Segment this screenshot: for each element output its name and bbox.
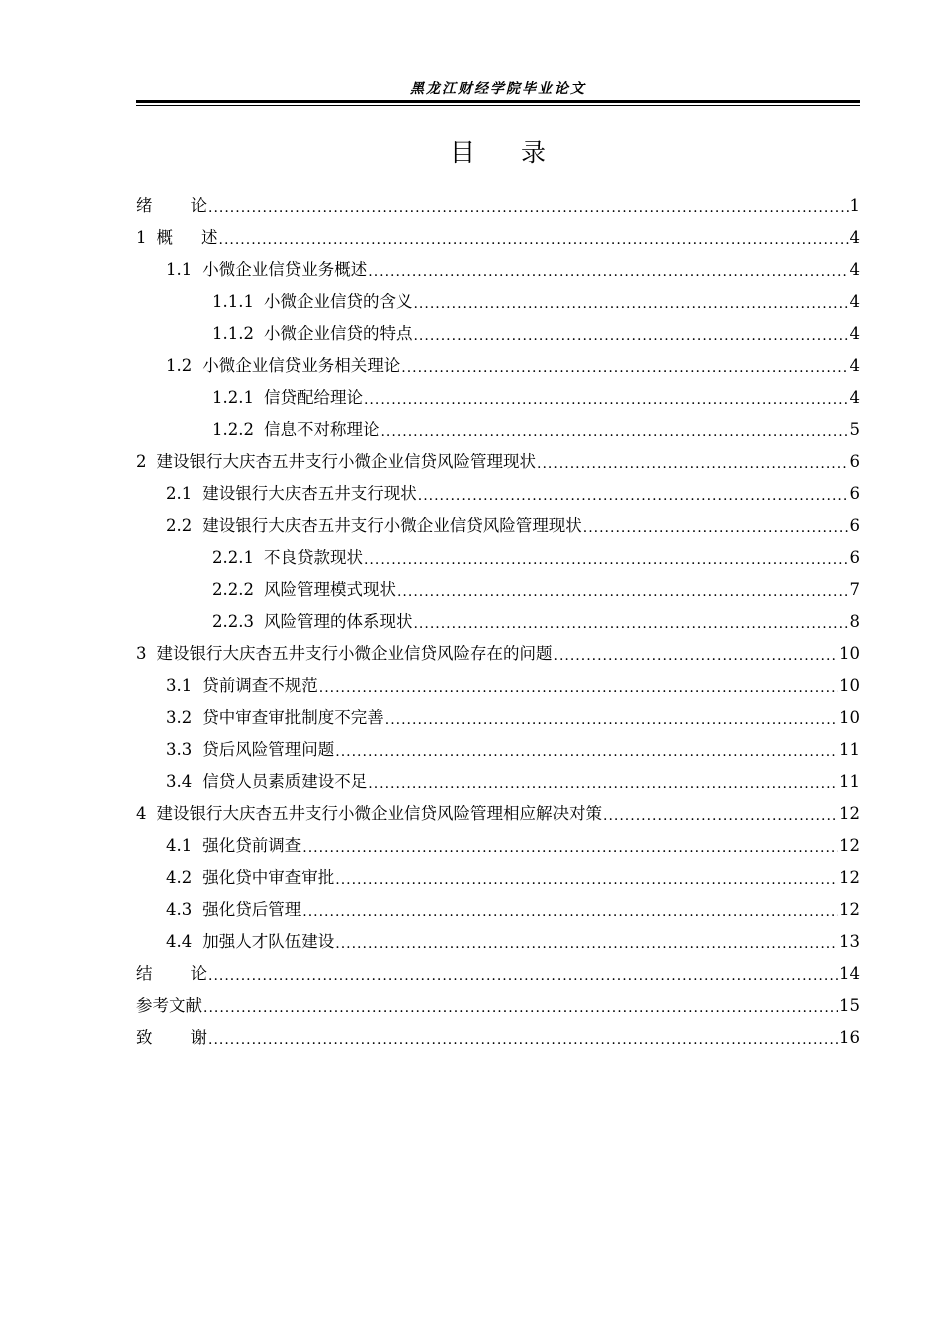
toc-entry-title: 信贷配给理论 (263, 388, 363, 407)
toc-entry-title: 参考文献 (136, 996, 202, 1015)
toc-entry[interactable] (136, 862, 860, 894)
toc-entry-number: 1.2 (166, 356, 193, 375)
toc-entry[interactable] (136, 734, 860, 766)
toc-dot-leader (335, 868, 838, 888)
toc-entry[interactable] (136, 894, 860, 926)
toc-entry-number: 1.1.2 (212, 324, 254, 343)
toc-entry-title: 小微企业信贷业务相关理论 (202, 356, 401, 375)
toc-entry-page: 4 (849, 228, 860, 247)
toc-entry-page: 12 (839, 868, 860, 887)
toc-entry-page: 12 (839, 900, 860, 919)
toc-dot-leader (335, 932, 838, 952)
toc-entry-number: 4.1 (166, 836, 193, 855)
toc-entry-page: 1 (849, 196, 860, 215)
toc-entry-title: 建设银行大庆杏五井支行小微企业信贷风险管理现状 (156, 452, 536, 471)
toc-title (136, 136, 860, 170)
toc-entry-title: 小微企业信贷业务概述 (202, 260, 368, 279)
toc-entry-title: 不良贷款现状 (263, 548, 363, 567)
toc-entry-page: 4 (849, 292, 860, 311)
toc-entry-number: 3 (136, 644, 147, 663)
toc-entry-page: 16 (839, 1028, 860, 1047)
toc-entry-number: 3.3 (166, 740, 193, 759)
toc-entry-page: 4 (849, 260, 860, 279)
toc-entry-title: 建设银行大庆杏五井支行现状 (202, 484, 417, 503)
toc-entry-page: 11 (839, 740, 860, 759)
toc-dot-leader (302, 836, 838, 856)
toc-entry-number: 2.2.3 (212, 612, 254, 631)
toc-entry-number: 4.2 (166, 868, 193, 887)
header-rule-thin (136, 105, 860, 106)
toc-entry[interactable] (136, 574, 860, 606)
toc-dot-leader (401, 356, 848, 376)
table-of-contents (136, 190, 860, 1054)
header-rule-thick (136, 100, 860, 103)
toc-dot-leader (335, 740, 838, 760)
toc-entry-page: 12 (839, 836, 860, 855)
toc-entry-number: 2.2.1 (212, 548, 254, 567)
toc-entry[interactable] (136, 222, 860, 254)
toc-title-char-2: 录 (521, 138, 547, 167)
toc-dot-leader (319, 676, 838, 696)
toc-entry[interactable] (136, 510, 860, 542)
toc-entry[interactable] (136, 1022, 860, 1054)
toc-entry-title: 贷前调查不规范 (202, 676, 318, 695)
toc-entry[interactable] (136, 606, 860, 638)
toc-dot-leader (219, 228, 849, 248)
toc-entry-page: 14 (839, 964, 860, 983)
toc-entry-page: 6 (849, 484, 860, 503)
toc-dot-leader (368, 260, 848, 280)
toc-entry-title: 小微企业信贷的含义 (263, 292, 413, 311)
toc-entry-page: 5 (849, 420, 860, 439)
toc-entry-page: 6 (849, 548, 860, 567)
toc-entry-title: 加强人才队伍建设 (202, 932, 335, 951)
toc-entry-number: 3.4 (166, 772, 193, 791)
toc-entry[interactable] (136, 670, 860, 702)
toc-entry[interactable] (136, 286, 860, 318)
toc-entry-page: 10 (839, 708, 860, 727)
toc-title-char-1: 目 (449, 138, 475, 167)
toc-entry-title: 风险管理模式现状 (263, 580, 396, 599)
toc-entry-title: 建设银行大庆杏五井支行小微企业信贷风险存在的问题 (156, 644, 553, 663)
toc-dot-leader (368, 772, 838, 792)
toc-entry-number: 1 (136, 228, 147, 247)
toc-dot-leader (203, 996, 838, 1016)
toc-entry-page: 4 (849, 324, 860, 343)
toc-entry[interactable] (136, 350, 860, 382)
toc-dot-leader (208, 964, 838, 984)
toc-entry-page: 4 (849, 356, 860, 375)
toc-entry[interactable] (136, 414, 860, 446)
toc-entry[interactable] (136, 190, 860, 222)
toc-dot-leader (208, 1028, 838, 1048)
toc-dot-leader (397, 580, 849, 600)
toc-dot-leader (364, 548, 849, 568)
toc-entry-page: 12 (839, 804, 860, 823)
running-header: 黑龙江财经学院毕业论文 (410, 81, 586, 97)
toc-entry-number: 4 (136, 804, 147, 823)
toc-entry-page: 6 (849, 516, 860, 535)
toc-entry[interactable] (136, 478, 860, 510)
toc-entry-title: 建设银行大庆杏五井支行小微企业信贷风险管理现状 (202, 516, 582, 535)
toc-entry-number: 3.2 (166, 708, 193, 727)
toc-entry-title: 强化贷后管理 (202, 900, 302, 919)
toc-entry[interactable] (136, 446, 860, 478)
toc-entry[interactable] (136, 926, 860, 958)
toc-entry-number: 2.2 (166, 516, 193, 535)
toc-entry[interactable] (136, 766, 860, 798)
toc-entry-number: 2 (136, 452, 147, 471)
toc-entry-page: 10 (839, 644, 860, 663)
toc-entry-title: 强化贷中审查审批 (202, 868, 335, 887)
toc-entry-number: 4.4 (166, 932, 193, 951)
toc-entry-number: 4.3 (166, 900, 193, 919)
toc-dot-leader (413, 612, 848, 632)
toc-entry[interactable] (136, 382, 860, 414)
toc-entry-page: 6 (849, 452, 860, 471)
toc-entry[interactable] (136, 830, 860, 862)
toc-entry-title: 绪论 (136, 196, 207, 215)
toc-dot-leader (302, 900, 838, 920)
toc-entry[interactable] (136, 638, 860, 670)
toc-dot-leader (603, 804, 838, 824)
toc-entry-number: 1.1 (166, 260, 193, 279)
toc-dot-leader (413, 324, 848, 344)
toc-dot-leader (364, 388, 849, 408)
toc-entry-title: 概述 (156, 228, 218, 247)
toc-entry-title: 建设银行大庆杏五井支行小微企业信贷风险管理相应解决对策 (156, 804, 602, 823)
toc-dot-leader (413, 292, 848, 312)
toc-entry[interactable] (136, 542, 860, 574)
toc-entry-title: 结论 (136, 964, 207, 983)
toc-entry-page: 7 (849, 580, 860, 599)
toc-dot-leader (380, 420, 848, 440)
toc-entry-number: 2.1 (166, 484, 193, 503)
toc-entry-title: 信贷人员素质建设不足 (202, 772, 368, 791)
toc-entry-title: 强化贷前调查 (202, 836, 302, 855)
toc-entry-number: 3.1 (166, 676, 193, 695)
toc-dot-leader (385, 708, 838, 728)
toc-entry[interactable] (136, 990, 860, 1022)
toc-entry[interactable] (136, 958, 860, 990)
toc-entry[interactable] (136, 798, 860, 830)
toc-entry-title: 致谢 (136, 1028, 207, 1047)
toc-dot-leader (537, 452, 849, 472)
toc-entry-number: 2.2.2 (212, 580, 254, 599)
toc-dot-leader (418, 484, 849, 504)
toc-entry-title: 小微企业信贷的特点 (263, 324, 413, 343)
toc-entry-number: 1.2.2 (212, 420, 254, 439)
toc-entry-title: 贷后风险管理问题 (202, 740, 335, 759)
toc-entry-page: 13 (839, 932, 860, 951)
toc-entry[interactable] (136, 254, 860, 286)
toc-entry-page: 11 (839, 772, 860, 791)
toc-entry-page: 8 (849, 612, 860, 631)
toc-dot-leader (583, 516, 849, 536)
toc-entry[interactable] (136, 702, 860, 734)
toc-entry-page: 10 (839, 676, 860, 695)
toc-entry-title: 信息不对称理论 (263, 420, 380, 439)
toc-entry-page: 15 (839, 996, 860, 1015)
toc-entry-number: 1.1.1 (212, 292, 254, 311)
toc-dot-leader (554, 644, 839, 664)
toc-entry-number: 1.2.1 (212, 388, 254, 407)
toc-entry-title: 风险管理的体系现状 (263, 612, 413, 631)
toc-entry-title: 贷中审查审批制度不完善 (202, 708, 384, 727)
toc-entry-page: 4 (849, 388, 860, 407)
toc-dot-leader (208, 196, 849, 216)
toc-entry[interactable] (136, 318, 860, 350)
